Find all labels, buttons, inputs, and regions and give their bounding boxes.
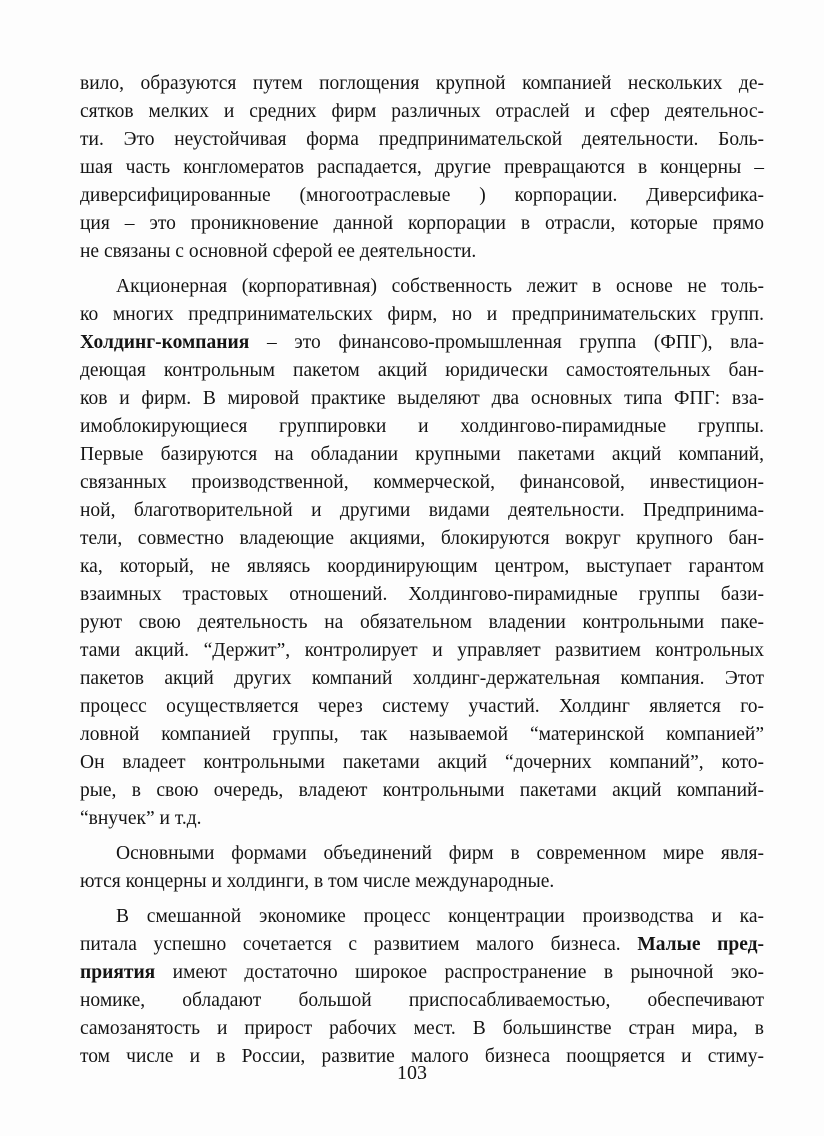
- text-line: тели, совместно владеющие акциями, блокируются вокруг крупного бан-: [80, 528, 764, 549]
- text-fragment: имеют достаточно широкое распространение в рыночной эко-: [155, 962, 764, 983]
- text-line: шая часть конгломератов распадается, другие превращаются в концерны –: [80, 157, 764, 178]
- text-line: деющая контрольным пакетом акций юридически самостоятельных бан-: [80, 360, 764, 381]
- text-line: пакетов акций других компаний холдинг-держательная компания. Этот: [80, 668, 764, 689]
- text-line: В смешанной экономике процесс концентрации производства и ка-: [116, 906, 764, 927]
- text-line: диверсифицированные (многоотраслевые ) корпорации. Диверсифика-: [80, 185, 764, 206]
- text-line: ка, который, не являясь координирующим центром, выступает гарантом: [80, 556, 764, 577]
- text-line: связанных производственной, коммерческой, финансовой, инвестицион-: [80, 472, 764, 493]
- text-line: Акционерная (корпоративная) собственность лежит в основе не толь-: [116, 276, 764, 297]
- text-line: ти. Это неустойчивая форма предпринимательской деятельности. Боль-: [80, 129, 764, 150]
- paragraph-conglomerates: [80, 70, 764, 266]
- text-line: взаимных трастовых отношений. Холдингово-пирамидные группы бази-: [80, 584, 764, 605]
- text-line: ко многих предпринимательских фирм, но и предпринимательских групп.: [80, 304, 764, 325]
- text-line: самозанятость и прирост рабочих мест. В большинстве стран мира, в: [80, 1018, 764, 1039]
- text-line: Основными формами объединений фирм в современном мире явля-: [116, 843, 764, 864]
- text-line: том числе и в России, развитие малого бизнеса поощряется и стиму-: [80, 1046, 764, 1067]
- paragraph-main-forms: [80, 840, 764, 896]
- text-line: ются концерны и холдинги, в том числе международные.: [80, 871, 555, 892]
- term-small-enterprises: Малые пред-: [637, 934, 764, 955]
- text-fragment: – это финансово-промышленная группа (ФПГ), вла-: [249, 332, 764, 353]
- text-fragment: питала успешно сочетается с развитием малого бизнеса.: [80, 934, 638, 955]
- paragraph-small-business: [80, 903, 764, 1071]
- text-line: ловной компанией группы, так называемой “материнской компанией”: [80, 724, 764, 745]
- text-line: руют свою деятельность на обязательном владении контрольными паке-: [80, 612, 764, 633]
- text-line: Первые базируются на обладании крупными пакетами акций компаний,: [80, 444, 764, 465]
- text-line: тами акций. “Держит”, контролирует и управляет развитием контрольных: [80, 640, 764, 661]
- text-line: вило, образуются путем поглощения крупной компанией нескольких де-: [80, 73, 764, 94]
- paragraph-holding: [80, 273, 764, 833]
- text-line: “внучек” и т.д.: [80, 808, 202, 829]
- text-line: имоблокирующиеся группировки и холдингово-пирамидные группы.: [80, 416, 764, 437]
- text-line: процесс осуществляется через систему участий. Холдинг является го-: [80, 696, 764, 717]
- text-line-with-term: [80, 959, 764, 987]
- text-line: сятков мелких и средних фирм различных отраслей и сфер деятельнос-: [80, 101, 764, 122]
- text-line: Он владеет контрольными пакетами акций “дочерних компаний”, кото-: [80, 752, 764, 773]
- body-text: [80, 70, 764, 1071]
- term-holding-company: Холдинг-компания: [80, 332, 250, 353]
- text-line-with-term: [80, 329, 764, 357]
- text-line: ной, благотворительной и другими видами деятельности. Предпринима-: [80, 500, 764, 521]
- term-small-enterprises-cont: приятия: [80, 962, 156, 983]
- text-line-with-term: [80, 931, 764, 959]
- text-line: не связаны с основной сферой ее деятельности.: [80, 241, 477, 262]
- page-number: 103: [397, 1062, 427, 1084]
- text-line: ков и фирм. В мировой практике выделяют два основных типа ФПГ: вза-: [80, 388, 764, 409]
- text-line: рые, в свою очередь, владеют контрольными пакетами акций компаний-: [80, 780, 764, 801]
- text-line: номике, обладают большой приспосабливаемостью, обеспечивают: [80, 990, 764, 1011]
- text-line: ция – это проникновение данной корпорации в отрасли, которые прямо: [80, 213, 764, 234]
